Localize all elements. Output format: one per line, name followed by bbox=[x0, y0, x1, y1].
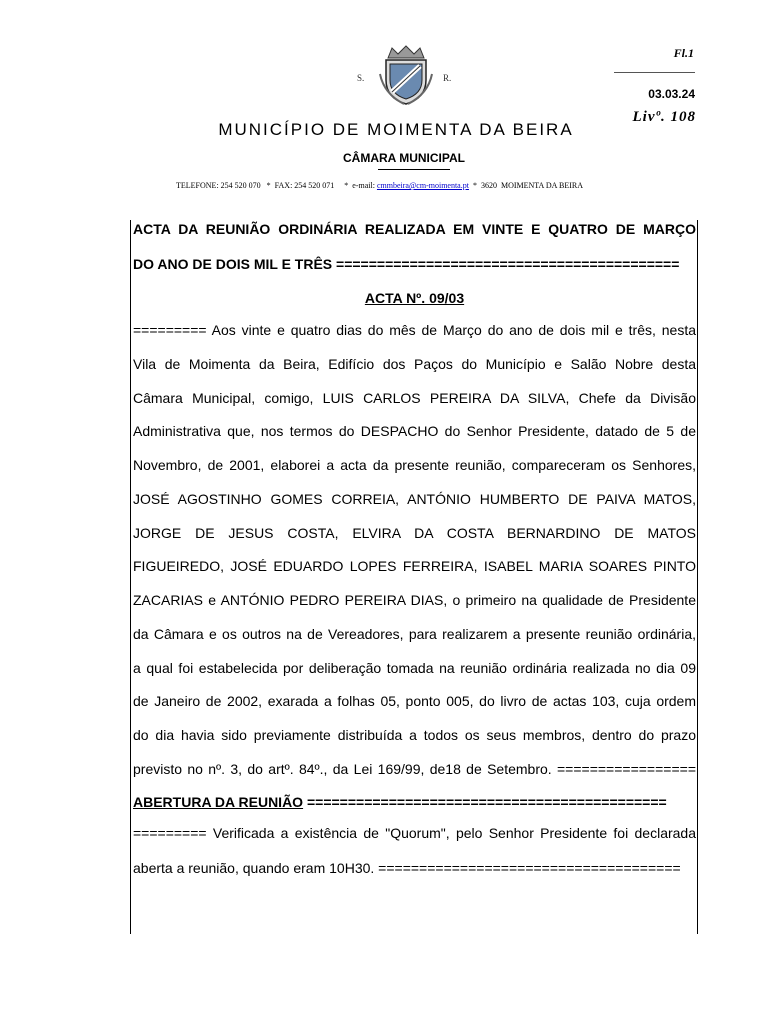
section-heading-fill: ============================================ bbox=[303, 794, 667, 810]
book-number: Livº. 108 bbox=[632, 109, 696, 125]
text-line: do dia havia sido previamente distribuída a todos os seus membros, dentro do prazo bbox=[133, 727, 696, 744]
text-line: aberta a reunião, quando eram 10H30. ===================================== bbox=[133, 860, 681, 876]
council-name: CÂMARA MUNICIPAL bbox=[343, 151, 465, 165]
contacts-prefix: TELEFONE: 254 520 070 * FAX: 254 520 071 * e-mail: bbox=[176, 181, 377, 190]
document-date: 03.03.24 bbox=[648, 87, 695, 101]
section-heading-line bbox=[133, 794, 696, 810]
text-line: ========= Aos vinte e quatro dias do mês de Março do ano de dois mil e três, nesta bbox=[133, 322, 696, 338]
contacts-suffix: * 3620 MOIMENTA DA BEIRA bbox=[468, 181, 583, 190]
municipality-name: MUNICÍPIO DE MOIMENTA DA BEIRA bbox=[218, 120, 574, 139]
email-link[interactable]: cmmbeira@cm-moimenta.pt bbox=[376, 181, 469, 190]
acta-number bbox=[133, 290, 696, 306]
text-line: FIGUEIREDO, JOSÉ EDUARDO LOPES FERREIRA, ISABEL MARIA SOARES PINTO bbox=[133, 558, 696, 575]
text-line: ZACARIAS e ANTÓNIO PEDRO PEREIRA DIAS, o primeiro na qualidade de Presidente bbox=[133, 592, 696, 609]
text-line: Administrativa que, nos termos do DESPACHO do Senhor Presidente, datado de 5 de bbox=[133, 423, 696, 440]
crest-right-letter: R. bbox=[443, 73, 452, 83]
contacts-line bbox=[176, 181, 583, 190]
text-line: da Câmara e os outros na de Vereadores, para realizarem a presente reunião ordinária, bbox=[133, 625, 696, 642]
folio-number: Fl.1 bbox=[673, 46, 694, 60]
council-underline bbox=[378, 169, 450, 170]
acta-number-text: ACTA Nº. 09/03 bbox=[364, 290, 465, 306]
text-line: previsto no nº. 3, do artº. 84º., da Lei 169/99, de18 de Setembro. ================= bbox=[133, 761, 696, 777]
text-line: JOSÉ AGOSTINHO GOMES CORREIA, ANTÓNIO HUMBERTO DE PAIVA MATOS, bbox=[133, 490, 696, 507]
text-line: JORGE DE JESUS COSTA, ELVIRA DA COSTA BERNARDINO DE MATOS bbox=[133, 524, 696, 541]
text-line: Câmara Municipal, comigo, LUIS CARLOS PEREIRA DA SILVA, Chefe da Divisão bbox=[133, 389, 696, 406]
text-line: Novembro, de 2001, elaborei a acta da presente reunião, compareceram os Senhores, bbox=[133, 457, 696, 474]
section-heading: ABERTURA DA REUNIÃO bbox=[133, 794, 304, 810]
text-line: de Janeiro de 2002, exarada a folhas 05, ponto 005, do livro de actas 103, cuja ordem bbox=[133, 693, 696, 710]
title-line-1: ACTA DA REUNIÃO ORDINÁRIA REALIZADA EM VINTE E QUATRO DE MARÇO bbox=[133, 221, 696, 237]
text-line: ========= Verificada a existência de "Quorum", pelo Senhor Presidente foi declarada bbox=[133, 825, 696, 841]
text-line: a qual foi estabelecida por deliberação tomada na reunião ordinária realizada no dia 09 bbox=[133, 659, 696, 676]
title-line-2: DO ANO DE DOIS MIL E TRÊS ========================================== bbox=[133, 256, 680, 272]
text-line: Vila de Moimenta da Beira, Edifício dos Paços do Município e Salão Nobre desta bbox=[133, 355, 696, 372]
coat-of-arms-icon bbox=[378, 44, 434, 106]
crest-left-letter: S. bbox=[357, 73, 365, 83]
folio-underline bbox=[614, 72, 695, 73]
